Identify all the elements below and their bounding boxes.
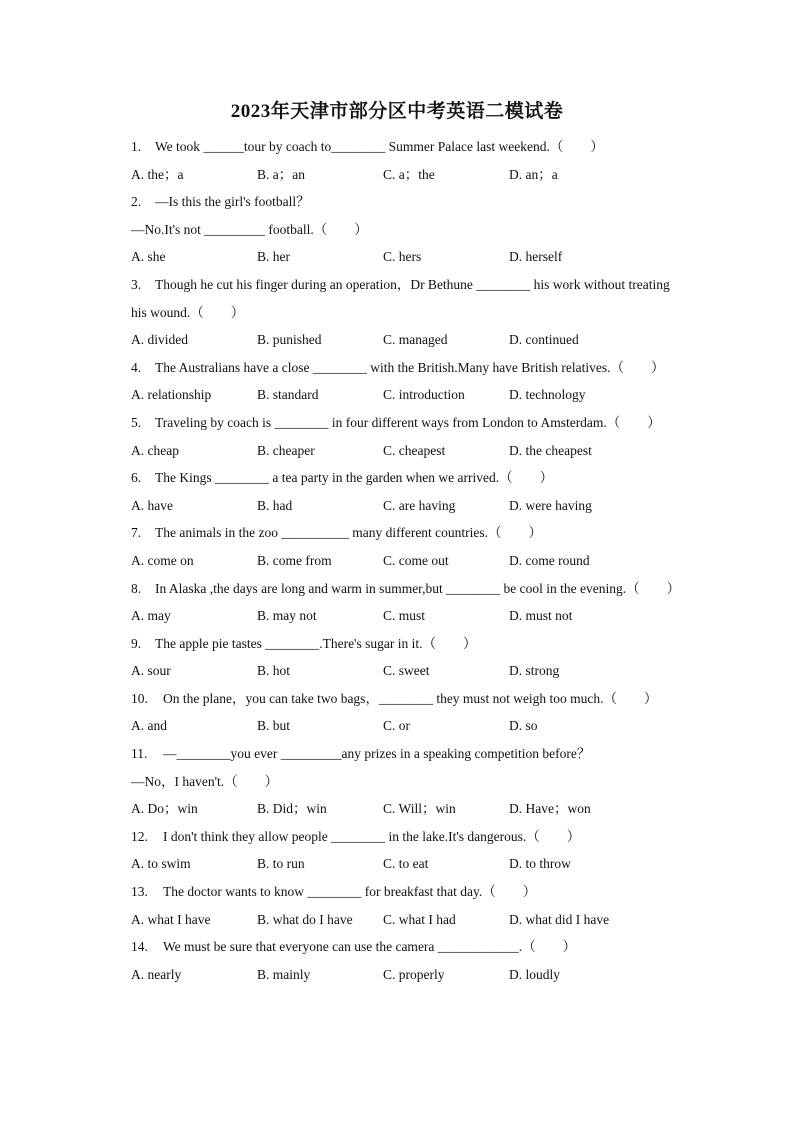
option-row xyxy=(131,496,711,524)
answer-option: D. strong xyxy=(509,663,560,679)
question-item xyxy=(131,689,711,744)
option-row xyxy=(131,441,711,469)
question-stem-line xyxy=(131,744,711,772)
question-text: his wound.（ ） xyxy=(131,304,245,320)
answer-option: A. sour xyxy=(131,663,171,679)
question-item xyxy=(131,275,711,358)
question-stem-line xyxy=(131,579,711,607)
option-row xyxy=(131,330,711,358)
answer-option: C. sweet xyxy=(383,663,430,679)
question-text: The Australians have a close ________ with the British.Many have British relatives.（ ） xyxy=(155,359,665,375)
question-text: We must be sure that everyone can use the camera ____________.（ ） xyxy=(163,939,577,955)
option-row xyxy=(131,716,711,744)
answer-option: B. what do I have xyxy=(257,911,353,927)
answer-option: D. what did I have xyxy=(509,911,610,927)
question-text: I don't think they allow people ________ in the lake.It's dangerous.（ ） xyxy=(163,828,581,844)
question-text: —No，I haven't.（ ） xyxy=(131,773,279,789)
answer-option: A. divided xyxy=(131,332,188,348)
answer-option: C. or xyxy=(383,718,410,734)
question-text: —________you ever _________any prizes in a speaking competition before？ xyxy=(163,746,591,762)
answer-option: B. come from xyxy=(257,552,332,568)
option-row xyxy=(131,385,711,413)
answer-option: C. introduction xyxy=(383,387,465,403)
answer-option: D. technology xyxy=(509,387,586,403)
answer-option: D. to throw xyxy=(509,856,571,872)
answer-option: C. hers xyxy=(383,249,422,265)
question-number: 5. xyxy=(131,414,142,430)
answer-option: D. Have；won xyxy=(509,801,591,817)
answer-option: B. had xyxy=(257,497,293,513)
answer-option: C. must xyxy=(383,608,426,624)
question-stem-line xyxy=(131,937,711,965)
question-number: 8. xyxy=(131,580,142,596)
question-item xyxy=(131,358,711,413)
question-item xyxy=(131,579,711,634)
question-item xyxy=(131,523,711,578)
answer-option: A. cheap xyxy=(131,442,179,458)
answer-option: D. were having xyxy=(509,497,592,513)
option-row xyxy=(131,606,711,634)
answer-option: A. and xyxy=(131,718,167,734)
answer-option: B. Did；win xyxy=(257,801,327,817)
question-number: 7. xyxy=(131,525,142,541)
question-text: Traveling by coach is ________ in four different ways from London to Amsterdam.（ ） xyxy=(155,414,661,430)
question-stem-line xyxy=(131,413,711,441)
question-item xyxy=(131,634,711,689)
question-stem-line xyxy=(131,275,711,303)
answer-option: B. cheaper xyxy=(257,442,315,458)
answer-option: C. to eat xyxy=(383,856,429,872)
answer-option: C. Will；win xyxy=(383,801,456,817)
question-stem-line xyxy=(131,137,711,165)
answer-option: D. the cheapest xyxy=(509,442,592,458)
question-number: 13. xyxy=(131,884,148,900)
question-stem-line xyxy=(131,303,711,331)
option-row xyxy=(131,661,711,689)
question-stem-line xyxy=(131,634,711,662)
answer-option: B. a；an xyxy=(257,166,305,182)
question-item xyxy=(131,937,711,992)
answer-option: D. so xyxy=(509,718,538,734)
page-title: 2023年天津市部分区中考英语二模试卷 xyxy=(230,101,564,122)
question-number: 6. xyxy=(131,470,142,486)
question-text: The doctor wants to know ________ for breakfast that day.（ ） xyxy=(163,884,537,900)
answer-option: A. relationship xyxy=(131,387,212,403)
question-list xyxy=(131,137,711,992)
question-item xyxy=(131,744,711,827)
answer-option: D. an；a xyxy=(509,166,558,182)
question-text: —No.It's not _________ football.（ ） xyxy=(131,221,368,237)
answer-option: B. may not xyxy=(257,608,317,624)
question-text: —Is this the girl's football？ xyxy=(155,194,310,210)
answer-option: A. what I have xyxy=(131,911,211,927)
question-number: 4. xyxy=(131,359,142,375)
option-row xyxy=(131,965,711,993)
answer-option: D. must not xyxy=(509,608,573,624)
question-item xyxy=(131,137,711,192)
question-text: The apple pie tastes ________.There's sugar in it.（ ） xyxy=(155,635,477,651)
option-row xyxy=(131,799,711,827)
question-item xyxy=(131,882,711,937)
answer-option: B. to run xyxy=(257,856,305,872)
answer-option: C. come out xyxy=(383,552,449,568)
answer-option: C. are having xyxy=(383,497,456,513)
answer-option: B. but xyxy=(257,718,291,734)
option-row xyxy=(131,247,711,275)
question-text: On the plane，you can take two bags，________ they must not weigh too much.（ ） xyxy=(163,690,658,706)
answer-option: C. what I had xyxy=(383,911,456,927)
option-row xyxy=(131,910,711,938)
question-number: 14. xyxy=(131,939,148,955)
answer-option: A. nearly xyxy=(131,966,182,982)
question-text: In Alaska ,the days are long and warm in summer,but ________ be cool in the evening.（ ） xyxy=(155,580,681,596)
answer-option: B. hot xyxy=(257,663,291,679)
answer-option: A. have xyxy=(131,497,173,513)
question-number: 3. xyxy=(131,276,142,292)
answer-option: B. her xyxy=(257,249,290,265)
answer-option: D. loudly xyxy=(509,966,561,982)
question-text: The Kings ________ a tea party in the garden when we arrived.（ ） xyxy=(155,470,554,486)
question-number: 10. xyxy=(131,690,148,706)
question-stem-line xyxy=(131,523,711,551)
question-number: 11. xyxy=(131,746,148,762)
answer-option: C. a；the xyxy=(383,166,435,182)
answer-option: D. continued xyxy=(509,332,579,348)
answer-option: C. managed xyxy=(383,332,448,348)
question-text: The animals in the zoo __________ many different countries.（ ） xyxy=(155,525,543,541)
option-row xyxy=(131,551,711,579)
question-item xyxy=(131,192,711,275)
question-stem-line xyxy=(131,468,711,496)
option-row xyxy=(131,165,711,193)
answer-option: A. come on xyxy=(131,552,194,568)
answer-option: A. to swim xyxy=(131,856,191,872)
answer-option: C. properly xyxy=(383,966,445,982)
answer-option: D. herself xyxy=(509,249,563,265)
answer-option: D. come round xyxy=(509,552,590,568)
question-stem-line xyxy=(131,772,711,800)
question-text: Though he cut his finger during an operation，Dr Bethune ________ his work without treating xyxy=(155,276,670,292)
answer-option: B. standard xyxy=(257,387,319,403)
question-number: 1. xyxy=(131,139,142,154)
question-stem-line xyxy=(131,220,711,248)
question-number: 9. xyxy=(131,635,142,651)
question-item xyxy=(131,468,711,523)
answer-option: A. she xyxy=(131,249,166,265)
question-stem-line xyxy=(131,882,711,910)
option-row xyxy=(131,854,711,882)
answer-option: A. Do；win xyxy=(131,801,198,817)
question-stem-line xyxy=(131,827,711,855)
question-stem-line xyxy=(131,192,711,220)
question-number: 12. xyxy=(131,828,148,844)
question-stem-line xyxy=(131,689,711,717)
question-text: We took ______tour by coach to________ Summer Palace last weekend.（ ） xyxy=(155,139,604,154)
question-item xyxy=(131,413,711,468)
answer-option: A. the；a xyxy=(131,166,184,182)
answer-option: B. mainly xyxy=(257,966,311,982)
answer-option: C. cheapest xyxy=(383,442,446,458)
question-number: 2. xyxy=(131,194,142,210)
answer-option: B. punished xyxy=(257,332,322,348)
question-stem-line xyxy=(131,358,711,386)
answer-option: A. may xyxy=(131,608,171,624)
question-item xyxy=(131,827,711,882)
